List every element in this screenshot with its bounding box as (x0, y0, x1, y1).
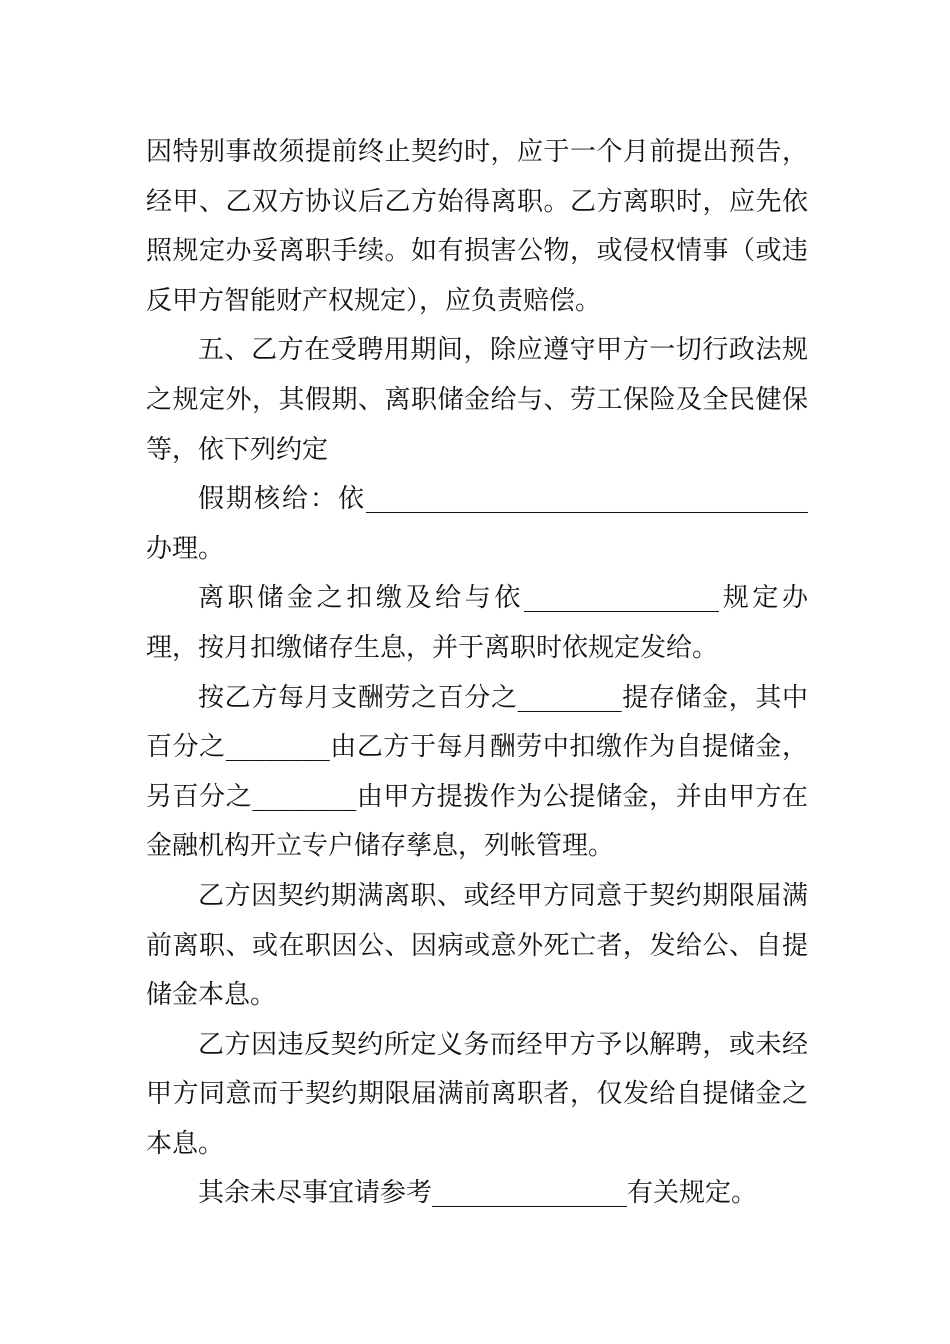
paragraph-savings-percentage: 按乙方每月支酬劳之百分之________提存储金，其中百分之________由乙方于每月酬劳中扣缴作为自提储金，另百分之________由甲方提拨作为公提储金，并由甲方在金融机构开立专户储存孳息，列帐管理。 (146, 682, 808, 862)
paragraph-leave-grant: 假期核给：依__________________________________办理。 (146, 484, 808, 564)
document-body (146, 128, 808, 1219)
paragraph-full-payout: 乙方因契约期满离职、或经甲方同意于契约期限届满前离职、或在职因公、因病或意外死亡者，发给公、自提储金本息。 (146, 880, 808, 1011)
paragraph-partial-payout: 乙方因违反契约所定义务而经甲方予以解聘，或未经甲方同意而于契约期限届满前离职者，仅发给自提储金之本息。 (146, 1029, 808, 1159)
paragraph-early-termination: 因特别事故须提前终止契约时，应于一个月前提出预告，经甲、乙双方协议后乙方始得离职。乙方离职时，应先依照规定办妥离职手续。如有损害公物，或侵权情事（或违反甲方智能财产权规定），应负责赔偿。 (146, 137, 808, 316)
paragraph-clause-five: 五、乙方在受聘用期间，除应遵守甲方一切行政法规之规定外，其假期、离职储金给与、劳工保险及全民健保等，依下列约定 (146, 335, 808, 465)
paragraph-other-matters: 其余未尽事宜请参考_______________有关规定。 (198, 1178, 758, 1209)
paragraph-severance-deduction: 离职储金之扣缴及给与依_______________规定办理，按月扣缴储存生息，并于离职时依规定发给。 (146, 583, 808, 663)
